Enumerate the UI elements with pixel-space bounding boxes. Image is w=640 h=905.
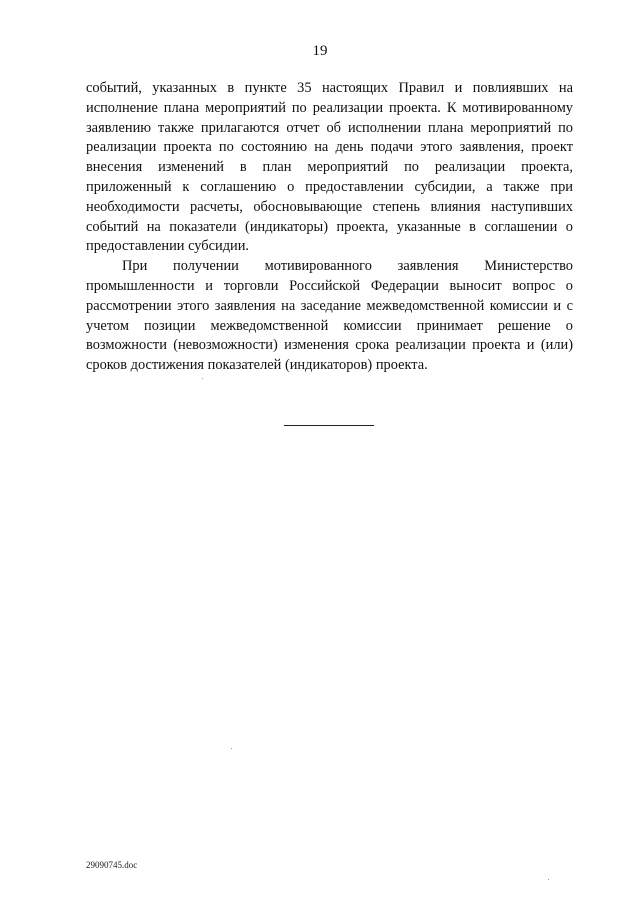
scan-speck: [231, 748, 232, 749]
footer-filename: 29090745.doc: [86, 860, 138, 870]
page-number: 19: [312, 43, 328, 59]
document-body: [86, 79, 573, 376]
scan-speck: [548, 879, 549, 880]
end-separator-line: [284, 425, 374, 426]
paragraph-continuation: событий, указанных в пункте 35 настоящих Правил и повлиявших на исполнение плана мероприятий по реализации проекта. К мотивированному заявлению также прилагаются отчет об исполнении плана мероприятий по реализации проекта по состоянию на день подачи этого заявления, проект внесения изменений в план мероприятий по реализации проекта, приложенный к соглашению о предоставлении субсидии, а также при необходимости расчеты, обосновывающие степень влияния наступивших событий на показатели (индикаторы) проекта, указанные в соглашении о предоставлении субсидии.: [86, 80, 573, 255]
paragraph-ministry-decision: При получении мотивированного заявления Министерство промышленности и торговли Российской Федерации выносит вопрос о рассмотрении этого заявления на заседание межведомственной комиссии и с учетом позиции межведомственной комиссии принимает решение о возможности (невозможности) изменения срока реализации проекта и (или) сроков достижения показателей (индикаторов) проекта.: [86, 258, 573, 374]
scan-speck: [202, 378, 203, 379]
